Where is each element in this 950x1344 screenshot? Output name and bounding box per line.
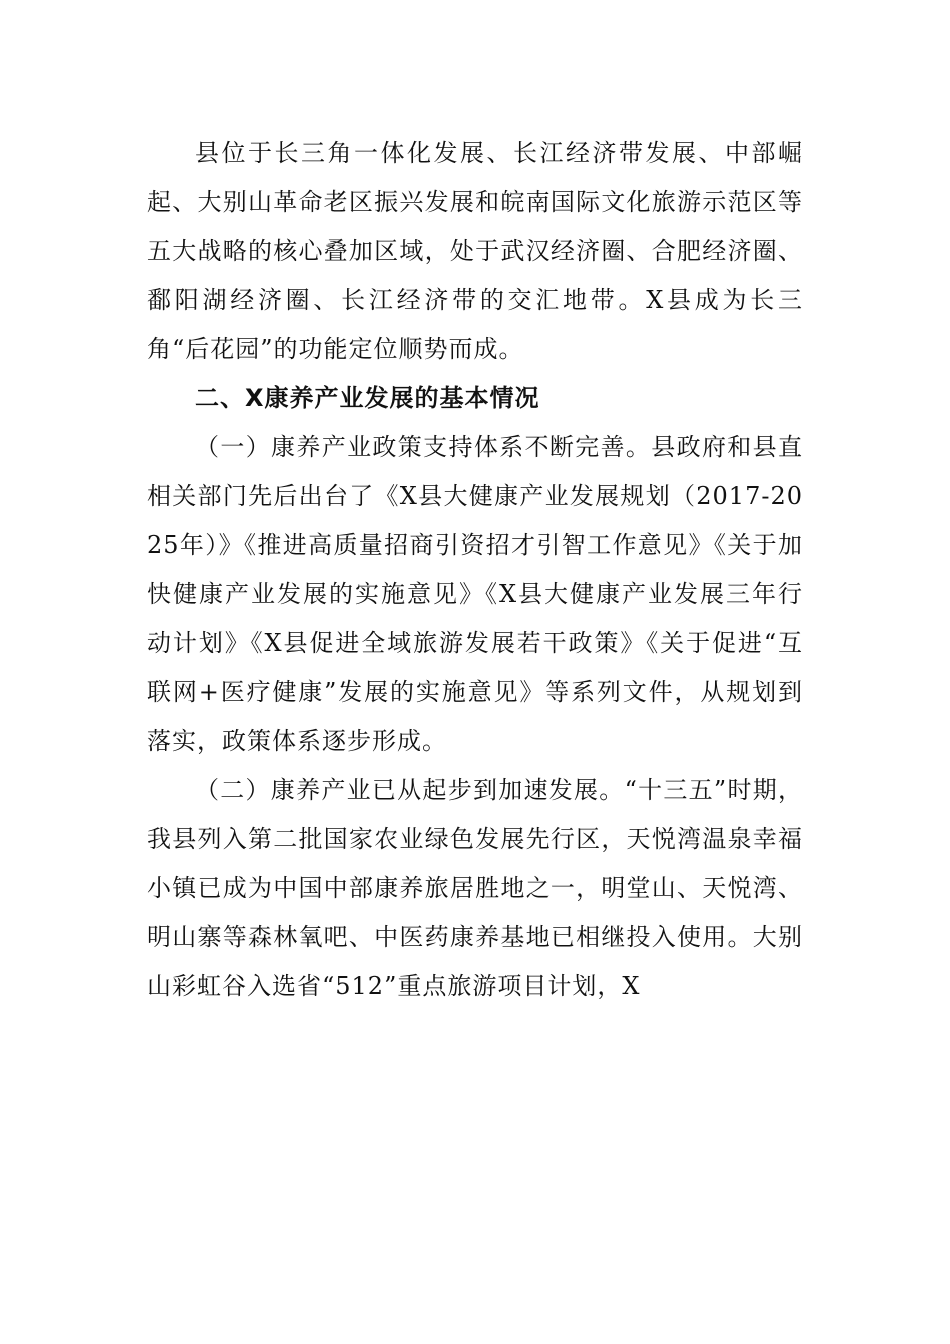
paragraph-policy-support: （一）康养产业政策支持体系不断完善。县政府和县直相关部门先后出台了《X县大健康产业发展规划（2017-2025年）》《推进高质量招商引资招才引智工作意见》《关于加快健康产业发展的实施意见》《X县大健康产业发展三年行动计划》《X县促进全域旅游发展若干政策》《关于促进“互联网+医疗健康”发展的实施意见》等系列文件，从规划到落实，政策体系逐步形成。 [147,433,803,755]
paragraph-location: 县位于长三角一体化发展、长江经济带发展、中部崛起、大别山革命老区振兴发展和皖南国际文化旅游示范区等五大战略的核心叠加区域，处于武汉经济圈、合肥经济圈、鄱阳湖经济圈、长江经济带的交汇地带。X县成为长三角“后花园”的功能定位顺势而成。 [147,139,803,363]
section-heading: 二、X康养产业发展的基本情况 [195,384,540,412]
document-body [147,129,803,1011]
paragraph-industry-development: （二）康养产业已从起步到加速发展。“十三五”时期，我县列入第二批国家农业绿色发展先行区，天悦湾温泉幸福小镇已成为中国中部康养旅居胜地之一，明堂山、天悦湾、明山寨等森林氧吧、中医药康养基地已相继投入使用。大别山彩虹谷入选省“512”重点旅游项目计划，X [147,776,803,1000]
